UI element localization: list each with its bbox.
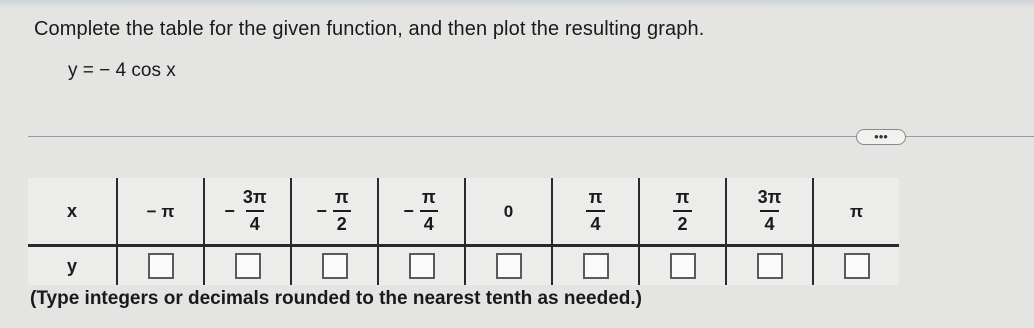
x-num: π: [849, 201, 863, 221]
y-row: [28, 246, 899, 286]
x-row: [28, 178, 899, 246]
x-numerator: π: [421, 187, 436, 207]
x-cell-9: [813, 178, 899, 246]
y-cell-3: [291, 246, 378, 286]
x-cell-8: [726, 178, 813, 246]
x-cell-4: [378, 178, 465, 246]
x-numerator: 3π: [757, 187, 782, 207]
x-denominator: 2: [673, 210, 691, 235]
y-cell-5: [465, 246, 552, 286]
y-input[interactable]: [670, 253, 696, 279]
x-sign: −: [224, 200, 235, 221]
x-num: π: [161, 201, 175, 221]
top-border: [0, 0, 1034, 8]
y-input[interactable]: [409, 253, 435, 279]
y-input[interactable]: [757, 253, 783, 279]
x-cell-7: [639, 178, 726, 246]
x-sign: −: [146, 201, 157, 221]
x-sign: −: [316, 200, 327, 221]
x-numerator: π: [334, 187, 349, 207]
x-num: 0: [503, 201, 514, 221]
y-input[interactable]: [583, 253, 609, 279]
x-numerator: π: [675, 187, 690, 207]
x-header: x: [66, 200, 77, 221]
x-denominator: 2: [333, 210, 351, 235]
x-denominator: 4: [760, 210, 778, 235]
y-header: y: [28, 246, 117, 286]
function-equation: y = − 4 cos x: [68, 60, 176, 81]
x-cell-3: [291, 178, 378, 246]
y-input[interactable]: [844, 253, 870, 279]
x-sign: −: [403, 200, 414, 221]
x-denominator: 4: [586, 210, 604, 235]
y-input[interactable]: [148, 253, 174, 279]
y-cell-8: [726, 246, 813, 286]
x-denominator: 4: [420, 210, 438, 235]
y-input[interactable]: [496, 253, 522, 279]
more-options-button[interactable]: •••: [856, 129, 906, 145]
y-cell-9: [813, 246, 899, 286]
y-cell-4: [378, 246, 465, 286]
x-cell-6: [552, 178, 639, 246]
y-cell-1: [117, 246, 204, 286]
x-cell-2: [204, 178, 291, 246]
y-input[interactable]: [322, 253, 348, 279]
x-numerator: π: [588, 187, 603, 207]
values-table: [28, 178, 899, 285]
x-denominator: 4: [246, 210, 264, 235]
x-cell-1: [117, 178, 204, 246]
instruction-note: (Type integers or decimals rounded to the nearest tenth as needed.): [30, 288, 642, 309]
y-cell-6: [552, 246, 639, 286]
y-cell-7: [639, 246, 726, 286]
y-cell-2: [204, 246, 291, 286]
x-cell-5: [465, 178, 552, 246]
y-input[interactable]: [235, 253, 261, 279]
question-text: Complete the table for the given function, and then plot the resulting graph.: [34, 18, 705, 40]
x-numerator: 3π: [242, 187, 267, 207]
